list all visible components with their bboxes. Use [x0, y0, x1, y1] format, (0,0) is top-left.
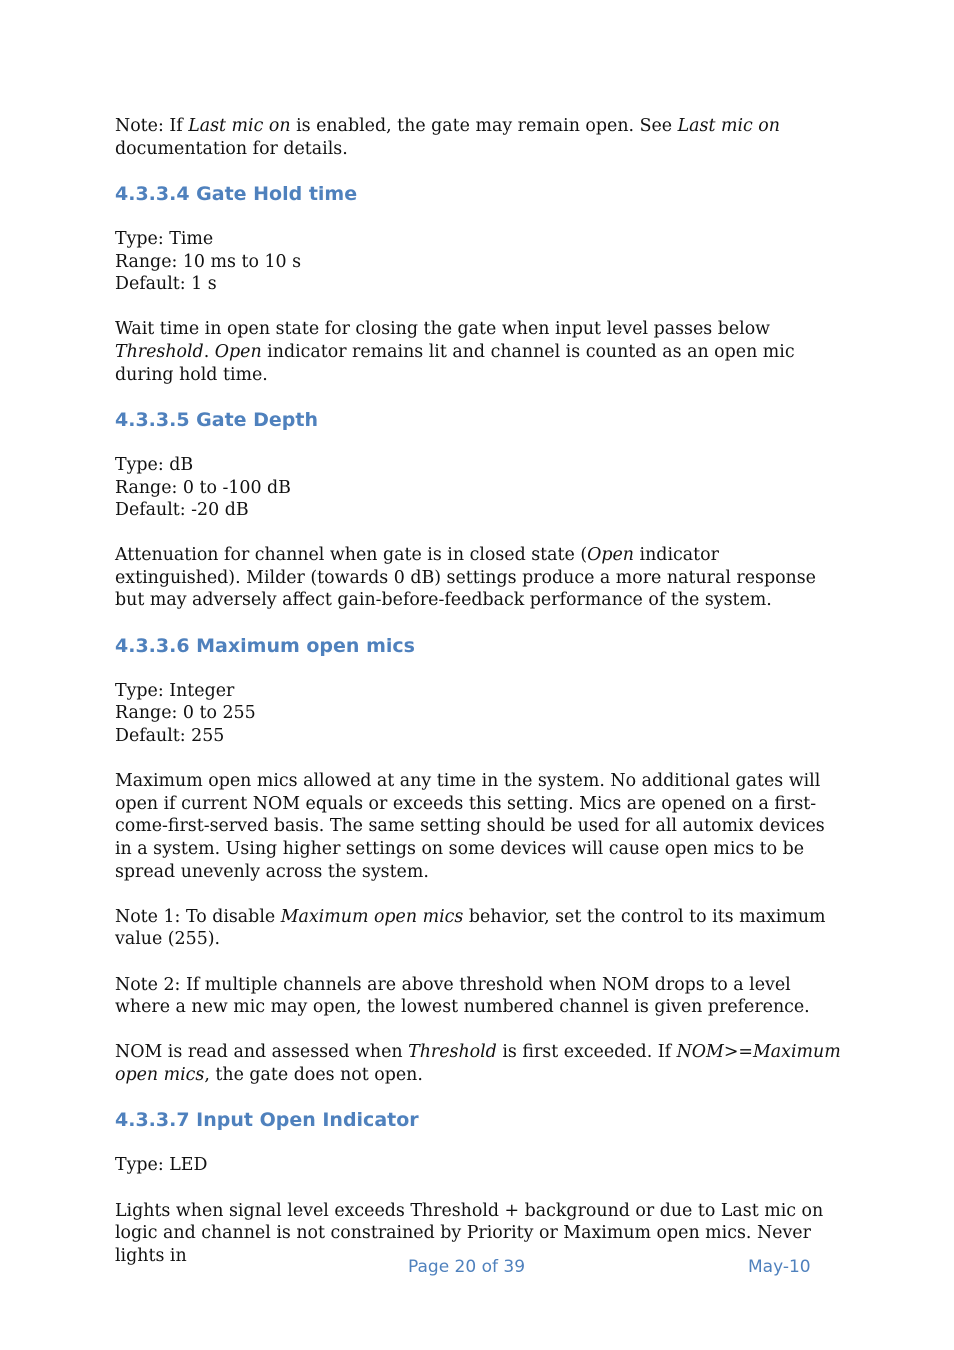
- heading-input-open-indicator: 4.3.3.7 Input Open Indicator: [115, 1109, 419, 1132]
- heading-gate-hold-time: 4.3.3.4 Gate Hold time: [115, 182, 358, 205]
- gate-depth-description: Attenuation for channel when gate is in closed state (Open indicator extinguished). Milder (towards 0 dB) settings produce a more natural response but may adversely affect gain-before-feedback performance of the system.: [115, 545, 816, 611]
- page-number: Page 20 of 39: [408, 1257, 526, 1277]
- maximum-open-mics-description: Maximum open mics allowed at any time in the system. No additional gates will open if current NOM equals or exceeds this setting. Mics are opened on a first-come-first-served basis. The same setting should be used for all automix devices in a system. Using higher settings on some devices will cause open mics to be spread unevenly across the system.: [115, 771, 825, 882]
- maximum-open-mics-note-2: Note 2: If multiple channels are above threshold when NOM drops to a level where a new mic may open, the lowest numbered channel is given preference.: [115, 974, 810, 1018]
- input-open-indicator-type: Type: LED: [115, 1155, 208, 1176]
- intro-note: Note: If Last mic on is enabled, the gate may remain open. See Last mic on documentation for details.: [115, 116, 780, 159]
- gate-depth-specs: Type: dB Range: 0 to -100 dB Default: -20 dB: [115, 454, 291, 521]
- input-open-indicator-description: Lights when signal level exceeds Threshold + background or due to Last mic on logic and channel is not constrained by Priority or Maximum open mics. Never lights in: [115, 1200, 824, 1266]
- footer-date: May-10: [748, 1257, 811, 1277]
- heading-gate-depth: 4.3.3.5 Gate Depth: [115, 408, 319, 431]
- gate-hold-time-specs: Type: Time Range: 10 ms to 10 s Default: 1 s: [115, 228, 302, 295]
- maximum-open-mics-nom-note: NOM is read and assessed when Threshold is first exceeded. If NOM>=Maximum open mics, the gate does not open.: [115, 1042, 841, 1085]
- heading-maximum-open-mics: 4.3.3.6 Maximum open mics: [115, 634, 415, 657]
- page-content: [115, 115, 845, 1290]
- maximum-open-mics-specs: Type: Integer Range: 0 to 255 Default: 255: [115, 680, 256, 747]
- gate-hold-time-description: Wait time in open state for closing the gate when input level passes below Threshold. Open indicator remains lit and channel is counted as an open mic during hold time.: [115, 319, 795, 385]
- maximum-open-mics-note-1: Note 1: To disable Maximum open mics behavior, set the control to its maximum value (255).: [115, 906, 826, 950]
